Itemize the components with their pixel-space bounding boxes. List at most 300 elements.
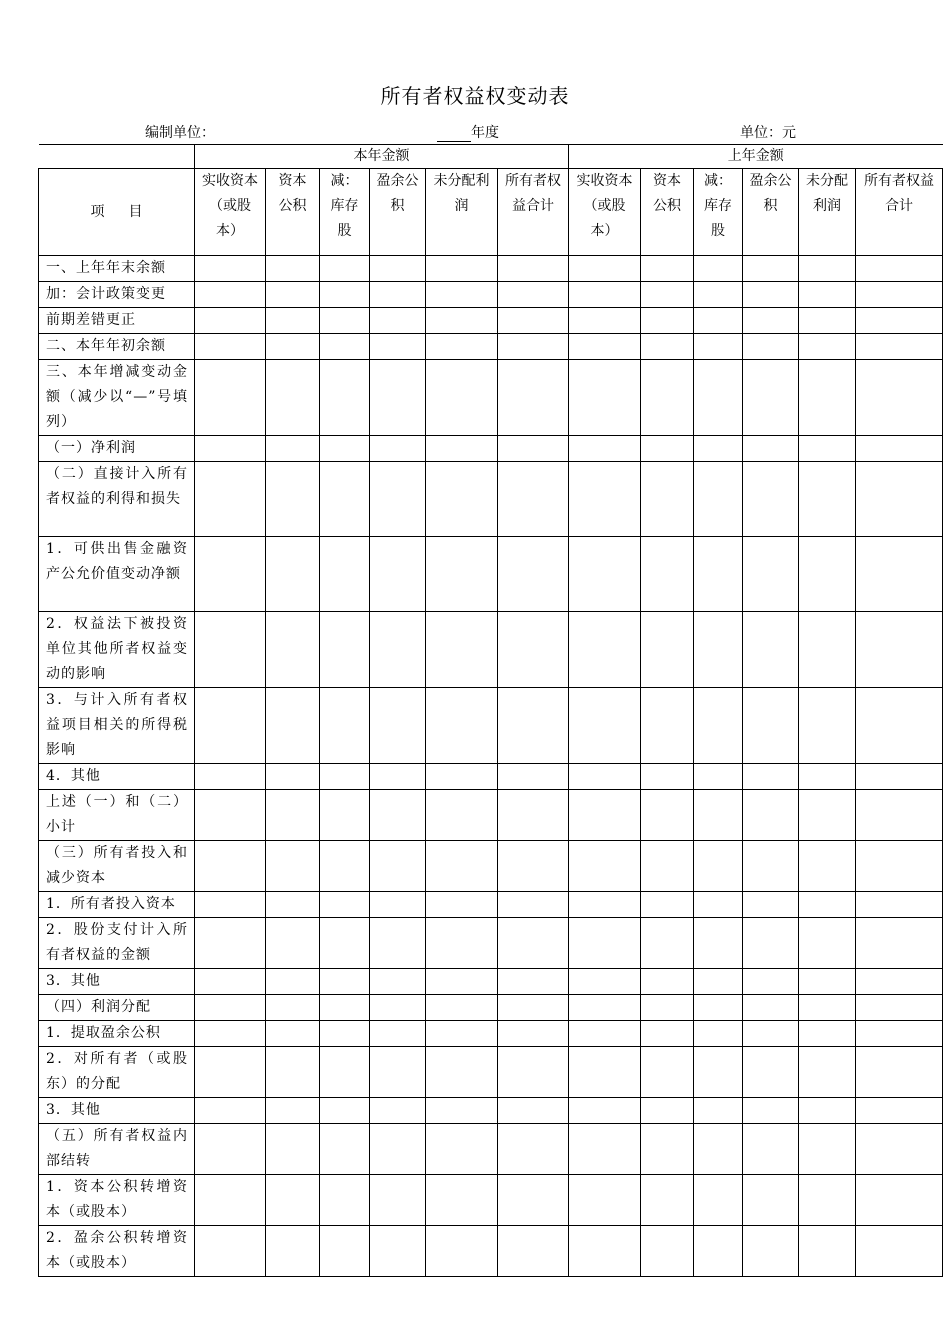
- amount-cell[interactable]: [856, 918, 943, 969]
- amount-cell[interactable]: [641, 1124, 694, 1175]
- amount-cell[interactable]: [641, 360, 694, 436]
- amount-cell[interactable]: [856, 969, 943, 995]
- amount-cell[interactable]: [743, 1098, 799, 1124]
- amount-cell[interactable]: [799, 308, 856, 334]
- amount-cell[interactable]: [743, 282, 799, 308]
- amount-cell[interactable]: [370, 995, 426, 1021]
- amount-cell[interactable]: [799, 892, 856, 918]
- amount-cell[interactable]: [266, 918, 320, 969]
- table-row: [39, 918, 943, 969]
- amount-cell[interactable]: [799, 537, 856, 612]
- amount-cell[interactable]: [426, 436, 498, 462]
- amount-cell[interactable]: [694, 334, 743, 360]
- amount-cell[interactable]: [743, 892, 799, 918]
- table-row: [39, 790, 943, 841]
- amount-cell[interactable]: [856, 537, 943, 612]
- amount-cell[interactable]: [569, 688, 641, 764]
- year-label: 年度: [471, 125, 499, 141]
- amount-cell[interactable]: [195, 1124, 266, 1175]
- table-row: [39, 1175, 943, 1226]
- table-row: [39, 256, 943, 282]
- amount-cell[interactable]: [498, 436, 569, 462]
- amount-cell[interactable]: [498, 537, 569, 612]
- amount-cell[interactable]: [856, 308, 943, 334]
- amount-cell[interactable]: [569, 1021, 641, 1047]
- amount-cell[interactable]: [320, 308, 370, 334]
- amount-cell[interactable]: [320, 764, 370, 790]
- amount-cell[interactable]: [856, 462, 943, 537]
- amount-cell[interactable]: [694, 256, 743, 282]
- amount-cell[interactable]: [743, 1047, 799, 1098]
- amount-cell[interactable]: [856, 995, 943, 1021]
- amount-cell[interactable]: [569, 462, 641, 537]
- amount-cell[interactable]: [426, 1098, 498, 1124]
- amount-cell[interactable]: [641, 1226, 694, 1277]
- amount-cell[interactable]: [743, 1021, 799, 1047]
- amount-cell[interactable]: [743, 1226, 799, 1277]
- amount-cell[interactable]: [498, 360, 569, 436]
- amount-cell[interactable]: [641, 918, 694, 969]
- amount-cell[interactable]: [641, 969, 694, 995]
- amount-cell[interactable]: [498, 790, 569, 841]
- amount-cell[interactable]: [320, 334, 370, 360]
- amount-cell[interactable]: [641, 308, 694, 334]
- amount-cell[interactable]: [694, 436, 743, 462]
- amount-cell[interactable]: [641, 688, 694, 764]
- amount-cell[interactable]: [370, 1098, 426, 1124]
- amount-cell[interactable]: [370, 308, 426, 334]
- amount-cell[interactable]: [195, 1047, 266, 1098]
- amount-cell[interactable]: [743, 1175, 799, 1226]
- amount-cell[interactable]: [569, 1226, 641, 1277]
- amount-cell[interactable]: [641, 462, 694, 537]
- amount-cell[interactable]: [856, 612, 943, 688]
- amount-cell[interactable]: [569, 334, 641, 360]
- amount-cell[interactable]: [641, 1047, 694, 1098]
- amount-cell[interactable]: [799, 918, 856, 969]
- amount-cell[interactable]: [569, 537, 641, 612]
- amount-cell[interactable]: [195, 1098, 266, 1124]
- row-label: （一）净利润: [39, 436, 195, 462]
- amount-cell[interactable]: [694, 1098, 743, 1124]
- amount-cell[interactable]: [743, 612, 799, 688]
- amount-cell[interactable]: [320, 841, 370, 892]
- amount-cell[interactable]: [799, 995, 856, 1021]
- amount-cell[interactable]: [569, 1175, 641, 1226]
- amount-cell[interactable]: [370, 1226, 426, 1277]
- amount-cell[interactable]: [641, 537, 694, 612]
- amount-cell[interactable]: [641, 334, 694, 360]
- amount-cell[interactable]: [569, 969, 641, 995]
- amount-cell[interactable]: [856, 892, 943, 918]
- amount-cell[interactable]: [799, 256, 856, 282]
- amount-cell[interactable]: [743, 334, 799, 360]
- amount-cell[interactable]: [426, 537, 498, 612]
- amount-cell[interactable]: [498, 256, 569, 282]
- amount-cell[interactable]: [694, 1124, 743, 1175]
- amount-cell[interactable]: [641, 995, 694, 1021]
- amount-cell[interactable]: [641, 1098, 694, 1124]
- amount-cell[interactable]: [370, 688, 426, 764]
- amount-cell[interactable]: [641, 1175, 694, 1226]
- amount-cell[interactable]: [569, 918, 641, 969]
- amount-cell[interactable]: [743, 1124, 799, 1175]
- amount-cell[interactable]: [266, 334, 320, 360]
- amount-cell[interactable]: [266, 688, 320, 764]
- row-label: 1．可供出售金融资产公允价值变动净额: [39, 537, 195, 612]
- amount-cell[interactable]: [743, 360, 799, 436]
- amount-cell[interactable]: [799, 1021, 856, 1047]
- amount-cell[interactable]: [799, 612, 856, 688]
- amount-cell[interactable]: [426, 360, 498, 436]
- amount-cell[interactable]: [195, 282, 266, 308]
- amount-cell[interactable]: [743, 688, 799, 764]
- amount-cell[interactable]: [498, 688, 569, 764]
- amount-cell[interactable]: [799, 790, 856, 841]
- amount-cell[interactable]: [856, 841, 943, 892]
- amount-cell[interactable]: [370, 1124, 426, 1175]
- row-label: 二、本年年初余额: [39, 334, 195, 360]
- amount-cell[interactable]: [370, 918, 426, 969]
- amount-cell[interactable]: [498, 462, 569, 537]
- amount-cell[interactable]: [694, 308, 743, 334]
- amount-cell[interactable]: [569, 1124, 641, 1175]
- amount-cell[interactable]: [569, 360, 641, 436]
- amount-cell[interactable]: [799, 360, 856, 436]
- row-label: 2．盈余公积转增资本（或股本）: [39, 1226, 195, 1277]
- amount-cell[interactable]: [195, 688, 266, 764]
- amount-cell[interactable]: [641, 892, 694, 918]
- amount-cell[interactable]: [370, 892, 426, 918]
- amount-cell[interactable]: [694, 612, 743, 688]
- amount-cell[interactable]: [266, 892, 320, 918]
- equity-change-table: [38, 144, 943, 1277]
- amount-cell[interactable]: [498, 1124, 569, 1175]
- amount-cell[interactable]: [426, 308, 498, 334]
- amount-cell[interactable]: [266, 1124, 320, 1175]
- amount-cell[interactable]: [799, 1098, 856, 1124]
- amount-cell[interactable]: [426, 841, 498, 892]
- amount-cell[interactable]: [694, 1047, 743, 1098]
- amount-cell[interactable]: [426, 256, 498, 282]
- amount-cell[interactable]: [266, 1047, 320, 1098]
- amount-cell[interactable]: [320, 790, 370, 841]
- amount-cell[interactable]: [195, 308, 266, 334]
- amount-cell[interactable]: [320, 1175, 370, 1226]
- amount-cell[interactable]: [498, 1047, 569, 1098]
- amount-cell[interactable]: [320, 1021, 370, 1047]
- amount-cell[interactable]: [498, 1021, 569, 1047]
- amount-cell[interactable]: [569, 612, 641, 688]
- amount-cell[interactable]: [195, 462, 266, 537]
- amount-cell[interactable]: [694, 892, 743, 918]
- amount-cell[interactable]: [641, 256, 694, 282]
- table-row: [39, 1226, 943, 1277]
- amount-cell[interactable]: [498, 764, 569, 790]
- amount-cell[interactable]: [426, 282, 498, 308]
- amount-cell[interactable]: [195, 537, 266, 612]
- amount-cell[interactable]: [569, 1047, 641, 1098]
- amount-cell[interactable]: [498, 282, 569, 308]
- amount-cell[interactable]: [641, 841, 694, 892]
- amount-cell[interactable]: [266, 462, 320, 537]
- amount-cell[interactable]: [856, 334, 943, 360]
- amount-cell[interactable]: [498, 308, 569, 334]
- amount-cell[interactable]: [641, 612, 694, 688]
- amount-cell[interactable]: [266, 1226, 320, 1277]
- amount-cell[interactable]: [799, 1047, 856, 1098]
- amount-cell[interactable]: [641, 436, 694, 462]
- year-blank: [437, 127, 471, 142]
- amount-cell[interactable]: [426, 612, 498, 688]
- amount-cell[interactable]: [743, 969, 799, 995]
- amount-cell[interactable]: [498, 612, 569, 688]
- amount-cell[interactable]: [370, 334, 426, 360]
- amount-cell[interactable]: [641, 790, 694, 841]
- amount-cell[interactable]: [266, 1098, 320, 1124]
- amount-cell[interactable]: [370, 1021, 426, 1047]
- amount-cell[interactable]: [266, 308, 320, 334]
- amount-cell[interactable]: [426, 1175, 498, 1226]
- amount-cell[interactable]: [799, 1226, 856, 1277]
- amount-cell[interactable]: [195, 1175, 266, 1226]
- amount-cell[interactable]: [498, 1175, 569, 1226]
- amount-cell[interactable]: [370, 256, 426, 282]
- amount-cell[interactable]: [743, 764, 799, 790]
- col-header-current-treasury-stock: 减：库存股: [320, 169, 370, 256]
- amount-cell[interactable]: [694, 790, 743, 841]
- amount-cell[interactable]: [195, 995, 266, 1021]
- amount-cell[interactable]: [426, 1226, 498, 1277]
- amount-cell[interactable]: [266, 537, 320, 612]
- amount-cell[interactable]: [266, 612, 320, 688]
- amount-cell[interactable]: [426, 764, 498, 790]
- amount-cell[interactable]: [743, 537, 799, 612]
- amount-cell[interactable]: [694, 1021, 743, 1047]
- amount-cell[interactable]: [320, 1098, 370, 1124]
- amount-cell[interactable]: [498, 1226, 569, 1277]
- amount-cell[interactable]: [569, 1098, 641, 1124]
- amount-cell[interactable]: [694, 995, 743, 1021]
- row-label: 1．资本公积转增资本（或股本）: [39, 1175, 195, 1226]
- amount-cell[interactable]: [370, 537, 426, 612]
- amount-cell[interactable]: [694, 969, 743, 995]
- amount-cell[interactable]: [498, 918, 569, 969]
- amount-cell[interactable]: [320, 1124, 370, 1175]
- row-label: 3．与计入所有者权益项目相关的所得税影响: [39, 688, 195, 764]
- row-label: 2．对所有者（或股东）的分配: [39, 1047, 195, 1098]
- amount-cell[interactable]: [426, 969, 498, 995]
- amount-cell[interactable]: [370, 790, 426, 841]
- amount-cell[interactable]: [856, 688, 943, 764]
- col-header-previous-paid-in-capital: 实收资本（或股本）: [569, 169, 641, 256]
- amount-cell[interactable]: [743, 436, 799, 462]
- amount-cell[interactable]: [195, 790, 266, 841]
- amount-cell[interactable]: [320, 256, 370, 282]
- amount-cell[interactable]: [799, 282, 856, 308]
- amount-cell[interactable]: [266, 841, 320, 892]
- table-row: [39, 612, 943, 688]
- amount-cell[interactable]: [320, 436, 370, 462]
- amount-cell[interactable]: [370, 1047, 426, 1098]
- amount-cell[interactable]: [320, 612, 370, 688]
- row-label: 2．股份支付计入所有者权益的金额: [39, 918, 195, 969]
- amount-cell[interactable]: [370, 764, 426, 790]
- amount-cell[interactable]: [498, 892, 569, 918]
- amount-cell[interactable]: [694, 1175, 743, 1226]
- amount-cell[interactable]: [320, 688, 370, 764]
- amount-cell[interactable]: [799, 334, 856, 360]
- amount-cell[interactable]: [426, 1124, 498, 1175]
- amount-cell[interactable]: [195, 436, 266, 462]
- amount-cell[interactable]: [743, 841, 799, 892]
- amount-cell[interactable]: [195, 1226, 266, 1277]
- amount-cell[interactable]: [426, 790, 498, 841]
- amount-cell[interactable]: [426, 995, 498, 1021]
- amount-cell[interactable]: [641, 764, 694, 790]
- amount-cell[interactable]: [856, 1175, 943, 1226]
- amount-cell[interactable]: [426, 892, 498, 918]
- amount-cell[interactable]: [799, 688, 856, 764]
- amount-cell[interactable]: [569, 436, 641, 462]
- amount-cell[interactable]: [195, 334, 266, 360]
- amount-cell[interactable]: [856, 256, 943, 282]
- amount-cell[interactable]: [195, 918, 266, 969]
- amount-cell[interactable]: [694, 282, 743, 308]
- amount-cell[interactable]: [266, 256, 320, 282]
- amount-cell[interactable]: [426, 462, 498, 537]
- col-header-current-paid-in-capital: 实收资本（或股本）: [195, 169, 266, 256]
- amount-cell[interactable]: [320, 462, 370, 537]
- amount-cell[interactable]: [694, 360, 743, 436]
- amount-cell[interactable]: [266, 1175, 320, 1226]
- amount-cell[interactable]: [569, 308, 641, 334]
- amount-cell[interactable]: [370, 282, 426, 308]
- amount-cell[interactable]: [641, 282, 694, 308]
- amount-cell[interactable]: [370, 969, 426, 995]
- amount-cell[interactable]: [370, 612, 426, 688]
- amount-cell[interactable]: [743, 462, 799, 537]
- amount-cell[interactable]: [569, 892, 641, 918]
- amount-cell[interactable]: [498, 969, 569, 995]
- amount-cell[interactable]: [498, 841, 569, 892]
- amount-cell[interactable]: [320, 537, 370, 612]
- amount-cell[interactable]: [856, 282, 943, 308]
- amount-cell[interactable]: [856, 1098, 943, 1124]
- amount-cell[interactable]: [856, 436, 943, 462]
- amount-cell[interactable]: [569, 790, 641, 841]
- amount-cell[interactable]: [856, 790, 943, 841]
- amount-cell[interactable]: [320, 1226, 370, 1277]
- amount-cell[interactable]: [370, 841, 426, 892]
- amount-cell[interactable]: [266, 995, 320, 1021]
- amount-cell[interactable]: [370, 436, 426, 462]
- amount-cell[interactable]: [320, 918, 370, 969]
- amount-cell[interactable]: [266, 1021, 320, 1047]
- amount-cell[interactable]: [195, 892, 266, 918]
- amount-cell[interactable]: [743, 995, 799, 1021]
- amount-cell[interactable]: [569, 282, 641, 308]
- amount-cell[interactable]: [320, 969, 370, 995]
- amount-cell[interactable]: [694, 918, 743, 969]
- amount-cell[interactable]: [266, 282, 320, 308]
- amount-cell[interactable]: [694, 537, 743, 612]
- amount-cell[interactable]: [743, 256, 799, 282]
- amount-cell[interactable]: [370, 360, 426, 436]
- amount-cell[interactable]: [694, 1226, 743, 1277]
- amount-cell[interactable]: [266, 969, 320, 995]
- amount-cell[interactable]: [856, 1124, 943, 1175]
- compiling-unit-label: 编制单位：: [145, 125, 215, 141]
- amount-cell[interactable]: [799, 1175, 856, 1226]
- amount-cell[interactable]: [856, 1021, 943, 1047]
- amount-cell[interactable]: [498, 334, 569, 360]
- amount-cell[interactable]: [799, 969, 856, 995]
- amount-cell[interactable]: [799, 841, 856, 892]
- amount-cell[interactable]: [195, 969, 266, 995]
- amount-cell[interactable]: [370, 462, 426, 537]
- amount-cell[interactable]: [569, 841, 641, 892]
- amount-cell[interactable]: [426, 1021, 498, 1047]
- amount-cell[interactable]: [743, 918, 799, 969]
- amount-cell[interactable]: [694, 764, 743, 790]
- amount-cell[interactable]: [799, 764, 856, 790]
- amount-cell[interactable]: [370, 1175, 426, 1226]
- amount-cell[interactable]: [569, 995, 641, 1021]
- amount-cell[interactable]: [320, 892, 370, 918]
- amount-cell[interactable]: [569, 256, 641, 282]
- amount-cell[interactable]: [694, 688, 743, 764]
- amount-cell[interactable]: [694, 462, 743, 537]
- amount-cell[interactable]: [569, 764, 641, 790]
- amount-cell[interactable]: [195, 764, 266, 790]
- amount-cell[interactable]: [856, 764, 943, 790]
- amount-cell[interactable]: [743, 308, 799, 334]
- amount-cell[interactable]: [320, 1047, 370, 1098]
- amount-cell[interactable]: [498, 995, 569, 1021]
- amount-cell[interactable]: [266, 436, 320, 462]
- amount-cell[interactable]: [320, 360, 370, 436]
- row-label: 4．其他: [39, 764, 195, 790]
- amount-cell[interactable]: [426, 334, 498, 360]
- row-label: 1．提取盈余公积: [39, 1021, 195, 1047]
- amount-cell[interactable]: [799, 1124, 856, 1175]
- amount-cell[interactable]: [266, 764, 320, 790]
- amount-cell[interactable]: [195, 841, 266, 892]
- amount-cell[interactable]: [426, 918, 498, 969]
- amount-cell[interactable]: [856, 360, 943, 436]
- amount-cell[interactable]: [426, 1047, 498, 1098]
- amount-cell[interactable]: [266, 360, 320, 436]
- amount-cell[interactable]: [195, 1021, 266, 1047]
- amount-cell[interactable]: [743, 790, 799, 841]
- amount-cell[interactable]: [799, 436, 856, 462]
- amount-cell[interactable]: [856, 1047, 943, 1098]
- amount-cell[interactable]: [426, 688, 498, 764]
- amount-cell[interactable]: [320, 282, 370, 308]
- amount-cell[interactable]: [195, 360, 266, 436]
- amount-cell[interactable]: [498, 1098, 569, 1124]
- amount-cell[interactable]: [856, 1226, 943, 1277]
- amount-cell[interactable]: [694, 841, 743, 892]
- amount-cell[interactable]: [266, 790, 320, 841]
- amount-cell[interactable]: [195, 256, 266, 282]
- amount-cell[interactable]: [799, 462, 856, 537]
- table-row: [39, 308, 943, 334]
- amount-cell[interactable]: [641, 1021, 694, 1047]
- amount-cell[interactable]: [195, 612, 266, 688]
- amount-cell[interactable]: [320, 995, 370, 1021]
